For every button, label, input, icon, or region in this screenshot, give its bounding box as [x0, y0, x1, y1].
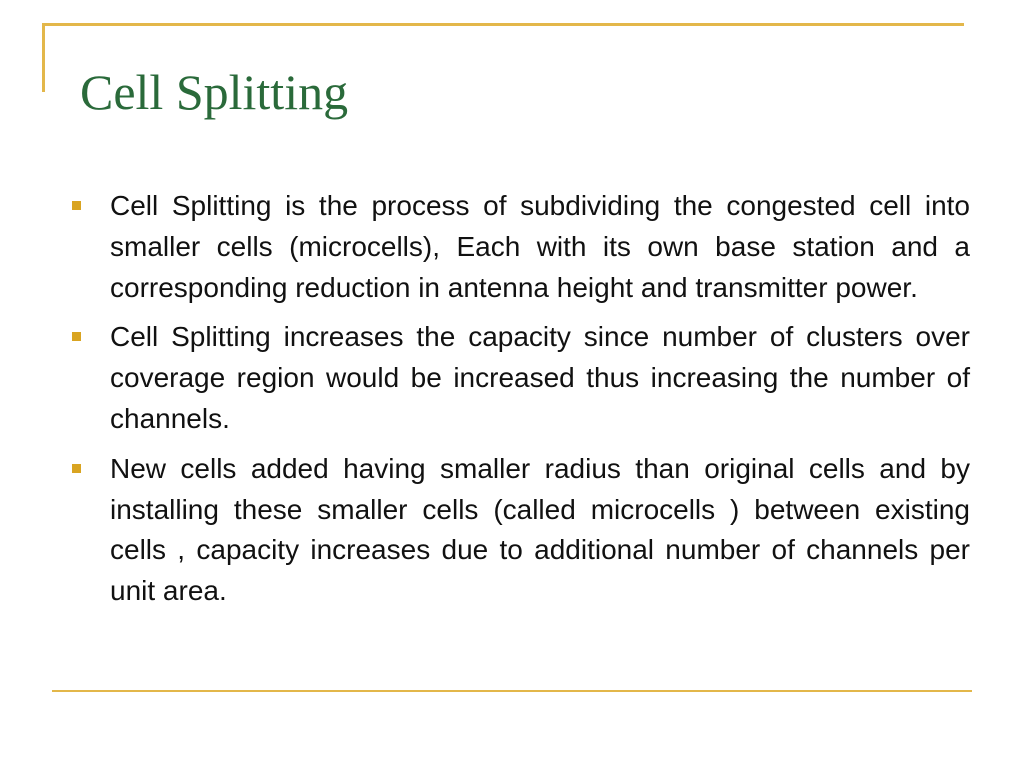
square-bullet-icon — [72, 201, 81, 210]
bullet-list — [72, 186, 970, 621]
left-border-line — [42, 23, 45, 92]
bullet-item — [72, 449, 970, 612]
square-bullet-icon — [72, 464, 81, 473]
bullet-text: New cells added having smaller radius than original cells and by installing these smaller cells (called microcells ) between existing cells , capacity increases due to additional number of channels per unit area. — [110, 452, 970, 607]
bullet-text: Cell Splitting is the process of subdividing the congested cell into smaller cells (microcells), Each with its own base station and a corresponding reduction in antenna height and transmitter power. — [110, 190, 970, 303]
bullet-text: Cell Splitting increases the capacity since number of clusters over coverage region would be increased thus increasing the number of channels. — [110, 321, 970, 434]
square-bullet-icon — [72, 332, 81, 341]
top-border-line — [42, 23, 964, 26]
bottom-border-line — [52, 690, 972, 692]
bullet-item — [72, 186, 970, 308]
slide-title: Cell Splitting — [80, 64, 349, 120]
bullet-item — [72, 317, 970, 439]
